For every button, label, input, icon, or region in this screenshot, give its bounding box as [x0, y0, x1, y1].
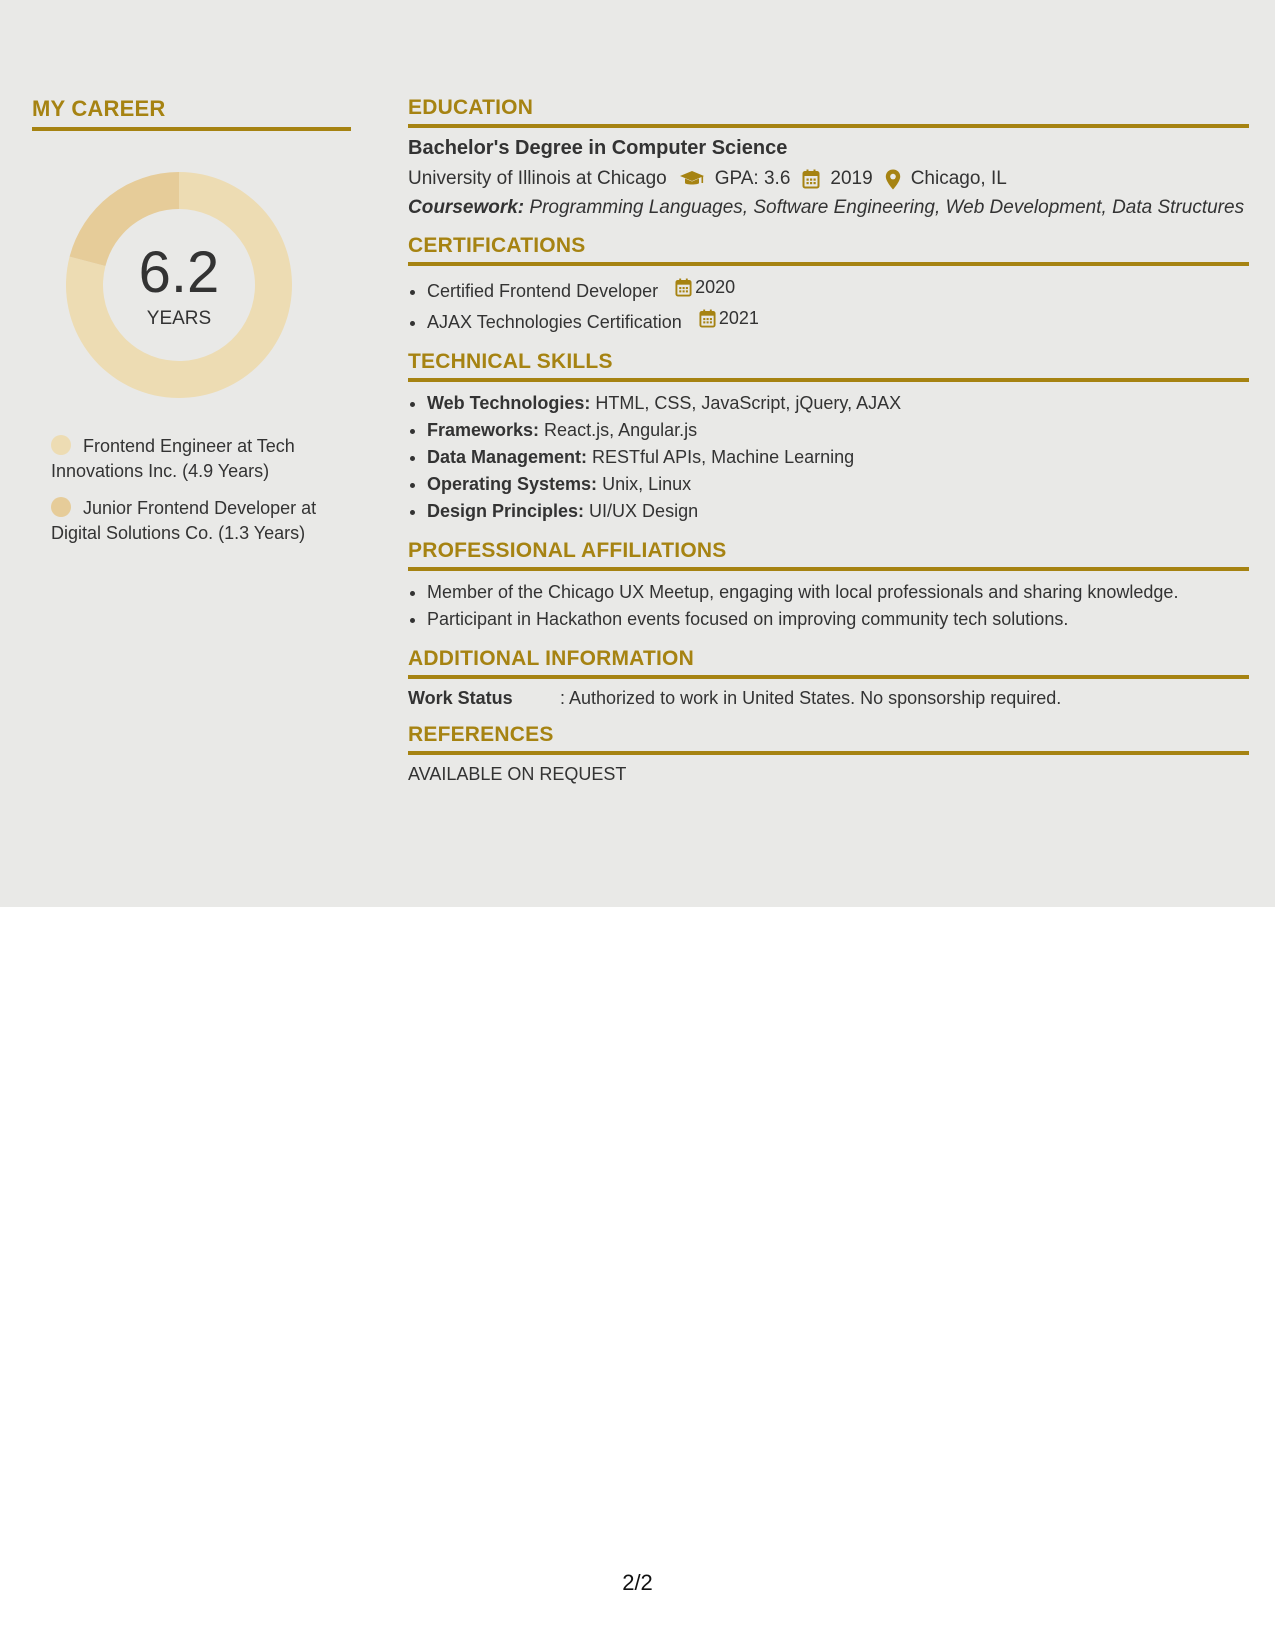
skill-value: Unix, Linux [597, 474, 692, 494]
education-rule [408, 124, 1249, 128]
list-item [427, 274, 1249, 305]
skill-value: RESTful APIs, Machine Learning [587, 447, 855, 467]
calendar-icon [675, 278, 692, 297]
list-item [427, 471, 1249, 498]
education-section [408, 96, 1249, 220]
list-item: • Participant in Hackathon events focused on improving community tech solutions. [427, 606, 1249, 633]
graduation-cap-icon [679, 170, 705, 188]
career-legend [51, 434, 341, 546]
legend-label: Junior Frontend Developer at Digital Solutions Co. (1.3 Years) [51, 498, 317, 543]
degree-title: Bachelor's Degree in Computer Science [408, 137, 788, 159]
additional-info-section [408, 647, 1249, 709]
affiliations-list [408, 579, 1249, 633]
skill-label: Web Technologies: [427, 393, 591, 413]
legend-label: Frontend Engineer at Tech Innovations Inc. (4.9 Years) [51, 436, 295, 481]
skill-label: Design Principles: [427, 501, 585, 521]
career-donut-chart [66, 172, 292, 398]
school-location: Chicago, IL [910, 168, 1007, 189]
additional-info-title: ADDITIONAL INFORMATION [408, 647, 694, 670]
coursework-list: Programming Languages, Software Engineering, Web Development, Data Structures [524, 197, 1245, 218]
education-details [408, 168, 1249, 190]
certification-name: AJAX Technologies Certification [427, 312, 682, 332]
gpa: GPA: 3.6 [714, 168, 791, 189]
certification-name: Certified Frontend Developer [427, 281, 659, 301]
career-column [32, 96, 351, 558]
work-status-value: : Authorized to work in United States. No sponsorship required. [560, 688, 1062, 708]
skills-title: TECHNICAL SKILLS [408, 350, 613, 373]
donut-center [66, 172, 292, 398]
career-title: MY CAREER [32, 96, 166, 121]
references-rule [408, 751, 1249, 755]
calendar-icon [699, 309, 716, 328]
legend-dot-icon [51, 497, 71, 517]
main-column [408, 96, 1249, 799]
coursework [408, 196, 1249, 220]
total-years-unit: YEARS [146, 308, 212, 329]
skills-rule [408, 378, 1249, 382]
skill-label: Frameworks: [427, 420, 540, 440]
affiliations-section [408, 539, 1249, 633]
legend-dot-icon [51, 435, 71, 455]
list-item: • Member of the Chicago UX Meetup, engaging with local professionals and sharing knowledge. [427, 579, 1249, 606]
legend-item [51, 434, 341, 484]
calendar-icon [802, 169, 820, 189]
total-years-value: 6.2 [138, 240, 220, 305]
school-name: University of Illinois at Chicago [408, 168, 667, 189]
page-number: 2/2 [622, 1570, 653, 1595]
skill-value: React.js, Angular.js [539, 420, 698, 440]
list-item [427, 390, 1249, 417]
skill-value: UI/UX Design [584, 501, 699, 521]
references-title: REFERENCES [408, 723, 554, 746]
map-pin-icon [885, 169, 901, 190]
work-status-row [408, 688, 1249, 709]
legend-item [51, 496, 341, 546]
certifications-rule [408, 262, 1249, 266]
skills-list [408, 390, 1249, 525]
list-item [427, 305, 1249, 336]
certifications-title: CERTIFICATIONS [408, 234, 586, 257]
references-section [408, 723, 1249, 785]
skills-section [408, 350, 1249, 525]
work-status-label: Work Status [408, 688, 513, 708]
certification-year: 2020 [695, 277, 736, 297]
list-item [427, 417, 1249, 444]
affiliations-title: PROFESSIONAL AFFILIATIONS [408, 539, 727, 562]
certifications-list [408, 274, 1249, 336]
certifications-section [408, 234, 1249, 336]
list-item [427, 444, 1249, 471]
coursework-label: Coursework: [408, 197, 525, 218]
additional-info-rule [408, 675, 1249, 679]
skill-label: Operating Systems: [427, 474, 598, 494]
graduation-year: 2019 [830, 168, 873, 189]
certification-year: 2021 [718, 308, 759, 328]
skill-label: Data Management: [427, 447, 588, 467]
affiliations-rule [408, 567, 1249, 571]
references-text: AVAILABLE ON REQUEST [408, 764, 627, 784]
career-title-rule [32, 127, 351, 131]
list-item [427, 498, 1249, 525]
education-title: EDUCATION [408, 96, 534, 119]
skill-value: HTML, CSS, JavaScript, jQuery, AJAX [590, 393, 902, 413]
